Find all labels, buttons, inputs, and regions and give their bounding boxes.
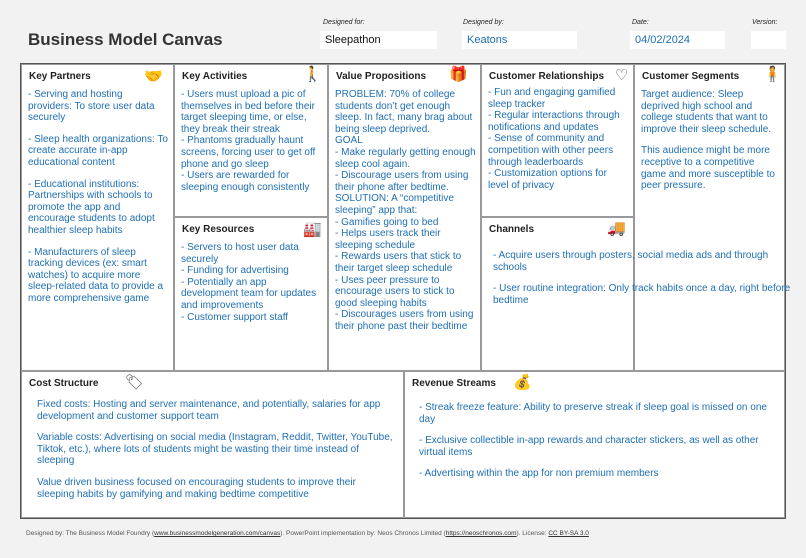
customer-segments-block <box>634 64 785 371</box>
customer-segments-text <box>641 89 780 202</box>
list-item: - Helps users track their sleeping schedule <box>335 228 441 251</box>
list-item: SOLUTION: A “competitive sleeping” app that: <box>335 193 454 216</box>
gift-icon: 🎁 <box>449 66 468 83</box>
list-item: - Discourage users from using their phone after bedtime. <box>335 170 469 193</box>
revenue-streams-heading: Revenue Streams <box>412 378 496 389</box>
key-activities-text <box>181 89 323 193</box>
list-item: - Make regularly getting enough sleep cool again. <box>335 146 476 170</box>
version-label: Version: <box>752 19 778 26</box>
person-icon: 🧍 <box>763 66 782 83</box>
list-item: - Funding for advertising <box>181 265 289 277</box>
key-activities-heading: Key Activities <box>182 71 248 82</box>
date-label: Date: <box>632 19 649 26</box>
footer-credits <box>26 530 589 537</box>
key-resources-heading: Key Resources <box>182 224 255 235</box>
list-item: - Discourages users from using their phone past their bedtime <box>335 309 474 332</box>
list-item: - Uses peer pressure to encourage users to stick to good sleeping habits <box>335 274 455 309</box>
value-propositions-text <box>335 89 476 332</box>
list-item: - Streak freeze feature: Ability to preserve streak if sleep goal is missed on one day <box>419 402 767 425</box>
list-item: - Exclusive collectible in-app rewards and character stickers, as well as other virtual items <box>419 435 759 458</box>
designed-for-label: Designed for: <box>323 19 365 26</box>
key-partners-text <box>28 89 169 315</box>
footer-text: ). License: <box>516 530 549 537</box>
list-item: - Gamifies going to bed <box>335 216 439 228</box>
cost-structure-heading: Cost Structure <box>29 378 99 389</box>
list-item: - Customer support staff <box>181 311 289 323</box>
footer-text: Designed by: The Business Model Foundry ( <box>26 530 155 537</box>
businessmodelgeneration-link[interactable]: www.businessmodelgeneration.com/canvas <box>154 530 281 537</box>
list-item: Target audience: Sleep deprived high school and college students that want to improve their sleep schedule. <box>641 89 772 135</box>
list-item: - Phantoms gradually haunt screens, forcing user to get off phone and go sleep <box>181 135 316 170</box>
list-item: Variable costs: Advertising on social media (Instagram, Reddit, Twitter, YouTube, Tiktok, etc.), where lots of students might be wasting their time instead of sleeping <box>37 432 393 467</box>
customer-relationships-text <box>488 87 629 191</box>
list-item: - Fun and engaging gamified sleep tracker <box>488 87 616 110</box>
tag-icon: 🏷 <box>125 374 145 391</box>
cost-structure-block <box>21 371 404 518</box>
list-item: - Regular interactions through notifications and updates <box>488 110 620 133</box>
list-item: - Users are rewarded for sleeping enough consistently <box>181 170 310 193</box>
list-item: This audience might be more receptive to a competitive game and more susceptible to peer pressure. <box>641 145 775 192</box>
customer-relationships-block <box>481 64 634 217</box>
truck-icon: 🚚 <box>607 220 626 237</box>
key-partners-block <box>21 64 174 371</box>
list-item: - Advertising within the app for non premium members <box>419 468 659 480</box>
channels-text <box>493 250 793 306</box>
cash-register-icon: 💰 <box>513 374 532 391</box>
factory-icon: 🏭 <box>303 221 322 238</box>
revenue-streams-text <box>419 402 774 490</box>
key-activities-block <box>174 64 328 217</box>
value-propositions-block <box>328 64 481 371</box>
handshake-icon: 🤝 <box>144 68 163 85</box>
list-item: PROBLEM: 70% of college students don’t get enough sleep. In fact, many brag about being sleep deprived. <box>335 89 473 135</box>
date-field[interactable]: 04/02/2024 <box>630 31 725 49</box>
list-item: - Potentially an app development team for updates and improvements <box>181 276 317 311</box>
channels-heading: Channels <box>489 224 535 235</box>
key-resources-block <box>174 217 328 371</box>
list-item: - Servers to host user data securely <box>181 242 299 265</box>
list-item: - Sense of community and competition with other peers through leaderboards <box>488 133 614 168</box>
version-field[interactable] <box>751 31 786 49</box>
list-item: Value driven business focused on encouraging students to improve their sleeping habits by gamifying and making bedtime competitive <box>37 476 356 500</box>
value-propositions-heading: Value Propositions <box>336 71 427 82</box>
customer-segments-heading: Customer Segments <box>642 71 740 82</box>
footer-text: ). PowerPoint implementation by: Neos Chronos Limited ( <box>280 530 446 537</box>
revenue-streams-block <box>404 371 785 518</box>
designed-by-field[interactable]: Keatons <box>462 31 577 49</box>
list-item: GOAL <box>335 135 363 147</box>
list-item: Fixed costs: Hosting and server maintenance, and potentially, salaries for app development and customer support team <box>37 399 381 422</box>
list-item: - Customization options for level of privacy <box>488 168 607 191</box>
list-item: - Serving and hosting providers: To store user data securely <box>28 89 155 124</box>
business-model-canvas <box>20 63 791 519</box>
license-link[interactable]: CC BY-SA 3.0 <box>548 530 589 537</box>
customer-relationships-heading: Customer Relationships <box>489 71 605 82</box>
list-item: - Educational institutions: Partnerships with schools to promote the app and encourage students to adopt healthier sleep habits <box>28 178 155 236</box>
list-item: - Rewards users that stick to their target sleep schedule <box>335 251 462 274</box>
list-item: - User routine integration: Only track habits once a day, right before bedtime <box>493 283 791 306</box>
page-title: Business Model Canvas <box>28 30 223 49</box>
heart-icon: ♡ <box>615 67 629 84</box>
list-item: - Users must upload a pic of themselves in bed before their target sleeping time, or else, they break their streak <box>181 89 315 135</box>
list-item: - Sleep health organizations: To create accurate in-app educational content <box>28 133 168 168</box>
key-partners-heading: Key Partners <box>29 71 91 82</box>
cost-structure-text <box>37 399 393 510</box>
key-resources-text <box>181 242 323 323</box>
designed-for-field[interactable]: Sleepathon <box>320 31 437 49</box>
designed-by-label: Designed by: <box>463 19 504 26</box>
person-working-icon: 🚶 <box>303 66 322 83</box>
list-item: - Acquire users through posters, social media ads and through schools <box>493 250 769 273</box>
list-item: - Manufacturers of sleep tracking devices (ex: smart watches) to acquire more sleep-related data to provide a more comprehensive game <box>28 246 164 304</box>
neoschronos-link[interactable]: https://neoschronos.com <box>445 530 517 537</box>
